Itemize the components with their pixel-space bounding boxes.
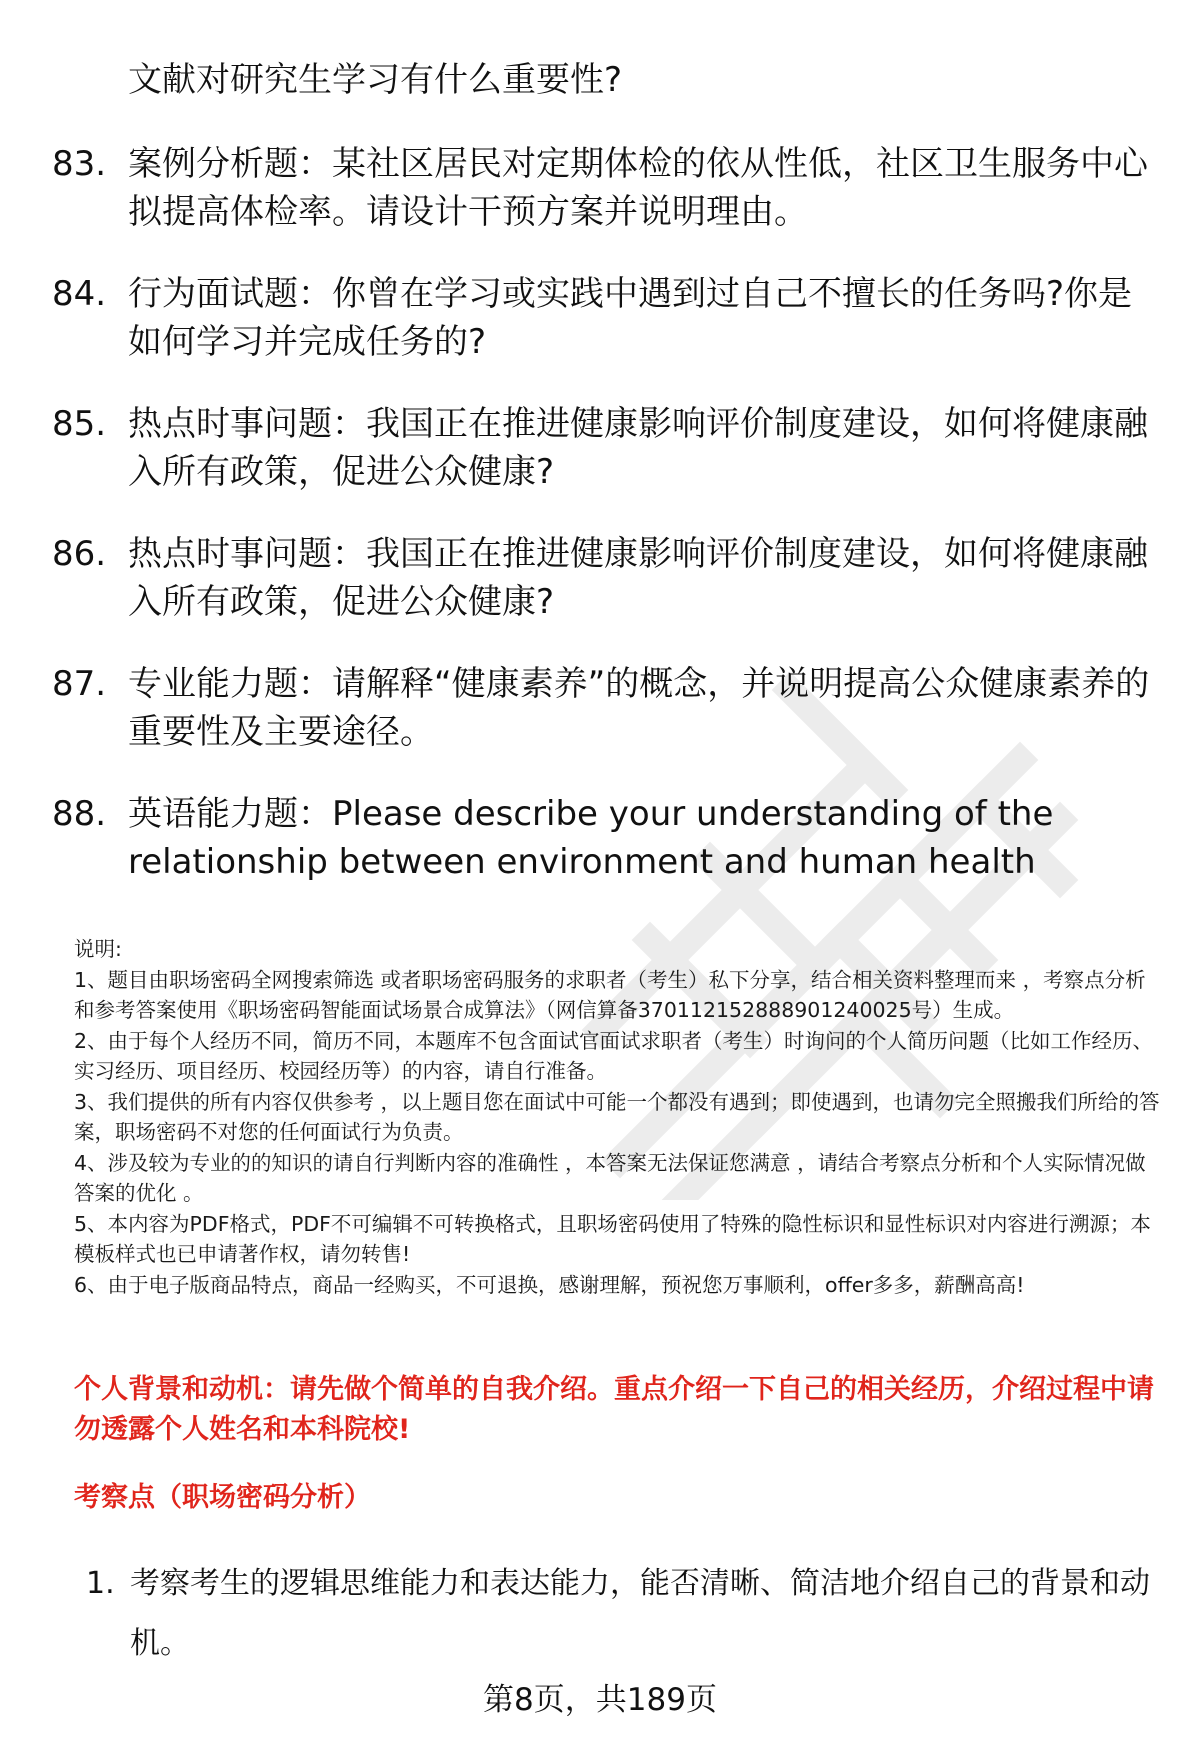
question-text: 行为面试题：你曾在学习或实践中遇到过自己不擅长的任务吗?你是如何学习并完成任务的? (128, 274, 1133, 362)
question-text: 英语能力题：Please describe your understanding of the relationship between environment and human health (128, 794, 1054, 882)
question-text: 热点时事问题：我国正在推进健康影响评价制度建设，如何将健康融入所有政策，促进公众健康? (128, 404, 1148, 492)
question-item (52, 140, 1162, 236)
question-number: 86. (52, 534, 107, 574)
question-number: 84. (52, 274, 107, 314)
note-item: 3、我们提供的所有内容仅供参考 ，以上题目您在面试中可能一个都没有遇到；即使遇到，也请勿完全照搬我们所给的答案，职场密码不对您的任何面试行为负责。 (74, 1089, 1160, 1144)
question-number: 88. (52, 794, 107, 834)
question-number: 85. (52, 404, 107, 444)
question-continuation: 文献对研究生学习有什么重要性? (128, 60, 623, 100)
exam-point-item (86, 1554, 1166, 1674)
note-item: 1、题目由职场密码全网搜索筛选 或者职场密码服务的求职者（考生）私下分享，结合相关资料整理而来 ，考察点分析和参考答案使用《职场密码智能面试场景合成算法》（网信算备370112152888901240025号）生成。 (74, 967, 1146, 1022)
exam-point-number: 1. (86, 1566, 115, 1601)
background-question: 个人背景和动机：请先做个简单的自我介绍。重点介绍一下自己的相关经历，介绍过程中请勿透露个人姓名和本科院校! (74, 1374, 1154, 1445)
note-item: 5、本内容为PDF格式，PDF不可编辑不可转换格式，且职场密码使用了特殊的隐性标识和显性标识对内容进行溯源；本模板样式也已申请著作权，请勿转售! (74, 1211, 1151, 1266)
note-item: 6、由于电子版商品特点，商品一经购买，不可退换，感谢理解，预祝您万事顺利，offer多多，薪酬高高! (74, 1272, 1025, 1297)
question-item (52, 530, 1162, 626)
exam-point-text: 考察考生的逻辑思维能力和表达能力，能否清晰、简洁地介绍自己的背景和动机。 (130, 1566, 1150, 1661)
note-item: 4、涉及较为专业的的知识的请自行判断内容的准确性 ，本答案无法保证您满意 ，请结合考察点分析和个人实际情况做答案的优化 。 (74, 1150, 1146, 1205)
question-number: 87. (52, 664, 107, 704)
question-item (52, 660, 1162, 756)
question-text: 专业能力题：请解释“健康素养”的概念，并说明提高公众健康素养的重要性及主要途径。 (128, 664, 1150, 752)
exam-points-heading: 考察点（职场密码分析） (74, 1482, 371, 1513)
question-text: 案例分析题：某社区居民对定期体检的依从性低，社区卫生服务中心拟提高体检率。请设计干预方案并说明理由。 (128, 144, 1148, 232)
question-text: 热点时事问题：我国正在推进健康影响评价制度建设，如何将健康融入所有政策，促进公众健康? (128, 534, 1148, 622)
question-item (52, 270, 1162, 366)
note-item: 2、由于每个人经历不同，简历不同，本题库不包含面试官面试求职者（考生）时询问的个人简历问题（比如工作经历、实习经历、项目经历、校园经历等）的内容，请自行准备。 (74, 1028, 1154, 1083)
notes-section (74, 934, 1164, 1300)
page-footer: 第8页，共189页 (483, 1682, 717, 1718)
question-list (52, 140, 1162, 920)
question-number: 83. (52, 144, 107, 184)
notes-title: 说明: (74, 937, 122, 961)
question-item (52, 400, 1162, 496)
question-item (52, 790, 1162, 886)
